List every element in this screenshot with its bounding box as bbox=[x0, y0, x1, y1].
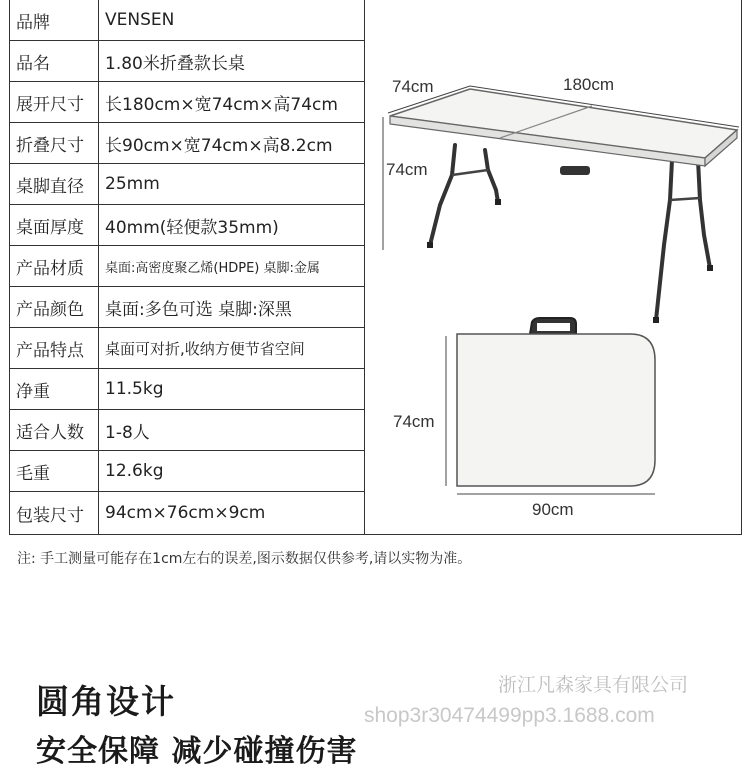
spec-value: 40mm(轻便款35mm) bbox=[105, 217, 279, 238]
spec-key: 产品特点 bbox=[10, 328, 99, 368]
spec-value: VENSEN bbox=[105, 10, 175, 30]
spec-value: 长180cm×宽74cm×高74cm bbox=[105, 94, 338, 115]
spec-key: 桌面厚度 bbox=[10, 205, 99, 245]
section-subtitle: 安全保障 减少碰撞伤害 bbox=[36, 734, 358, 769]
section-title: 圆角设计 bbox=[36, 682, 176, 721]
open-table-illustration bbox=[390, 89, 737, 323]
spec-key: 产品颜色 bbox=[10, 287, 99, 327]
folded-height-label: 74cm bbox=[393, 412, 435, 431]
spec-key: 折叠尺寸 bbox=[10, 123, 99, 163]
spec-value: 12.6kg bbox=[105, 461, 164, 481]
spec-value: 25mm bbox=[105, 174, 160, 194]
spec-key: 产品材质 bbox=[10, 246, 99, 286]
spec-value: 11.5kg bbox=[105, 379, 164, 399]
spec-value: 桌面:多色可选 桌脚:深黑 bbox=[105, 299, 292, 320]
spec-key: 毛重 bbox=[10, 451, 99, 491]
spec-value: 94cm×76cm×9cm bbox=[105, 503, 266, 523]
folded-table-illustration bbox=[457, 318, 655, 486]
spec-key: 品牌 bbox=[10, 0, 99, 40]
spec-value: 桌面可对折,收纳方便节省空间 bbox=[105, 339, 305, 358]
spec-key: 包装尺寸 bbox=[10, 492, 99, 534]
spec-key: 品名 bbox=[10, 41, 99, 81]
watermark-url: shop3r30474499pp3.1688.com bbox=[364, 704, 655, 727]
spec-key: 净重 bbox=[10, 369, 99, 409]
spec-key: 展开尺寸 bbox=[10, 82, 99, 122]
disclaimer-note: 注: 手工测量可能存在1cm左右的误差,图示数据仅供参考,请以实物为准。 bbox=[17, 551, 472, 567]
spec-value: 桌面:高密度聚乙烯(HDPE) 桌脚:金属 bbox=[105, 260, 320, 276]
watermark-shop-name: 浙江凡森家具有限公司 bbox=[498, 674, 689, 696]
open-height-label: 74cm bbox=[386, 160, 428, 179]
spec-key: 适合人数 bbox=[10, 410, 99, 450]
open-length-label: 180cm bbox=[563, 75, 615, 94]
spec-value: 1.80米折叠款长桌 bbox=[105, 53, 245, 74]
open-depth-label: 74cm bbox=[392, 77, 434, 96]
spec-key: 桌脚直径 bbox=[10, 164, 99, 204]
folded-length-label: 90cm bbox=[532, 500, 574, 519]
spec-value: 1-8人 bbox=[105, 422, 150, 443]
spec-value: 长90cm×宽74cm×高8.2cm bbox=[105, 135, 333, 156]
